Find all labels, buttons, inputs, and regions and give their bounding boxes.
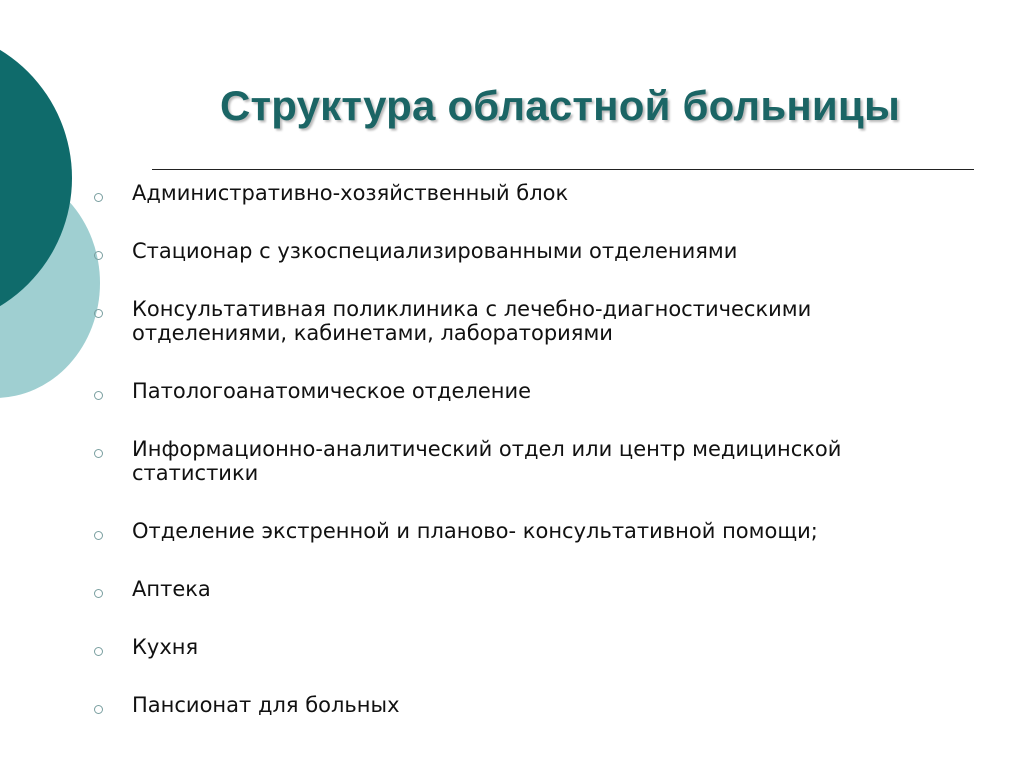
list-item-text: Аптека (132, 577, 211, 601)
bullet-circle-icon (94, 309, 103, 318)
list-item-text: Информационно-аналитический отдел или центр медицинской статистики (132, 437, 842, 485)
list-item-text: Кухня (132, 635, 199, 659)
bullet-circle-icon (94, 705, 103, 714)
list-item-text: Административно-хозяйственный блок (132, 181, 569, 205)
bullet-circle-icon (94, 449, 103, 458)
bullet-circle-icon (94, 193, 103, 202)
bullet-circle-icon (94, 251, 103, 260)
title-divider (152, 169, 974, 170)
bullet-circle-icon (94, 531, 103, 540)
list-item-text: Консультативная поликлиника с лечебно-диагностическими отделениями, кабинетами, лабораториями (132, 297, 812, 345)
list-item-text: Отделение экстренной и планово- консультативной помощи; (132, 519, 818, 543)
list-item-text: Патологоанатомическое отделение (132, 379, 532, 403)
bullet-circle-icon (94, 647, 103, 656)
bullet-circle-icon (94, 391, 103, 400)
bullet-circle-icon (94, 589, 103, 598)
list-item-text: Пансионат для больных (132, 693, 400, 717)
slide-title: Структура областной больницы (219, 82, 901, 129)
list-item-text: Стационар с узкоспециализированными отделениями (132, 239, 738, 263)
